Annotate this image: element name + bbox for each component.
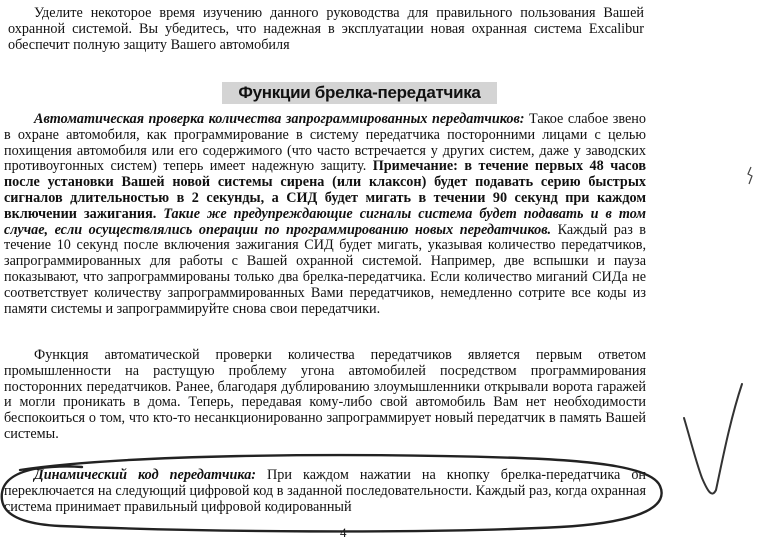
page-number: 4: [340, 525, 347, 540]
dynamic-code-title: Динамический код передатчика:: [34, 467, 257, 483]
auto-check-text2: Каждый раз в течение 10 секунд после включения зажигания СИД будет мигать, указывая количество передатчиков, запрограммированных для работы с Вашей охранной системой. Например, две вспышки и пауза показывают, что запрограммированы только два брелка-передатчика. Если количество миганий СИДа не соответствует количеству запрограммированных Вами передатчиков, немедленно сотрите все коды из памяти системы и запрограммируйте снова свои передатчики.: [4, 221, 647, 317]
function-paragraph: [4, 348, 646, 443]
auto-check-note: Примечание: в течение первых 48 часов после установки Вашей новой системы сирена (или клаксон) будет подавать серию быстрых сигналов длительностью в 2 секунды, а СИД будет мигать в течении 90 секунд при каждом включении зажигания.: [4, 158, 646, 222]
auto-check-text1: Такое слабое звено в охране автомобиля, как программирование в систему передатчика посторонними лицами с целью похищения автомобиля или его содержимого (что часто встречается у других систем, даже у заводских противоугонных систем) теперь имеет надежную защиту.: [4, 111, 646, 175]
auto-check-warning: Такие же предупреждающие сигналы система будет подавать и в том случае, если осуществлялись операции по программированию новых передатчиков.: [4, 205, 646, 238]
auto-check-title: Автоматическая проверка количества запрограммированных передатчиков:: [34, 111, 525, 127]
intro-paragraph: [8, 6, 644, 53]
auto-check-paragraph: [4, 112, 646, 317]
dynamic-code-paragraph: [4, 468, 646, 515]
intro-text: Уделите некоторое время изучению данного руководства для правильного пользования Вашей охранной системой. Вы убедитесь, что надежная в эксплуатации новая охранная система Excalibur обеспечит полную защиту Вашего автомобиля: [8, 5, 644, 53]
hand-drawn-checkmark: [684, 384, 742, 494]
margin-mark: [748, 167, 752, 184]
dynamic-code-text: При каждом нажатии на кнопку брелка-передатчика он переключается на следующий цифровой код в заданной последовательности. Каждый раз, когда охранная система принимает правильный цифровой кодированный: [4, 467, 647, 515]
function-text: Функция автоматической проверки количества передатчиков является первым ответом промышленности на растущую проблему угона автомобилей посредством программирования посторонних передатчиков. Ранее, благодаря дублированию злоумышленники открывали ворота гаражей и могли проникать в дома. Теперь, передавая кому-либо свой автомобиль Вам нет необходимости беспокоиться о том, что кто-то несанкционированно запрограммирует новый передатчик в память Вашей системы.: [4, 347, 646, 442]
section-heading: Функции брелка-передатчика: [222, 82, 497, 104]
